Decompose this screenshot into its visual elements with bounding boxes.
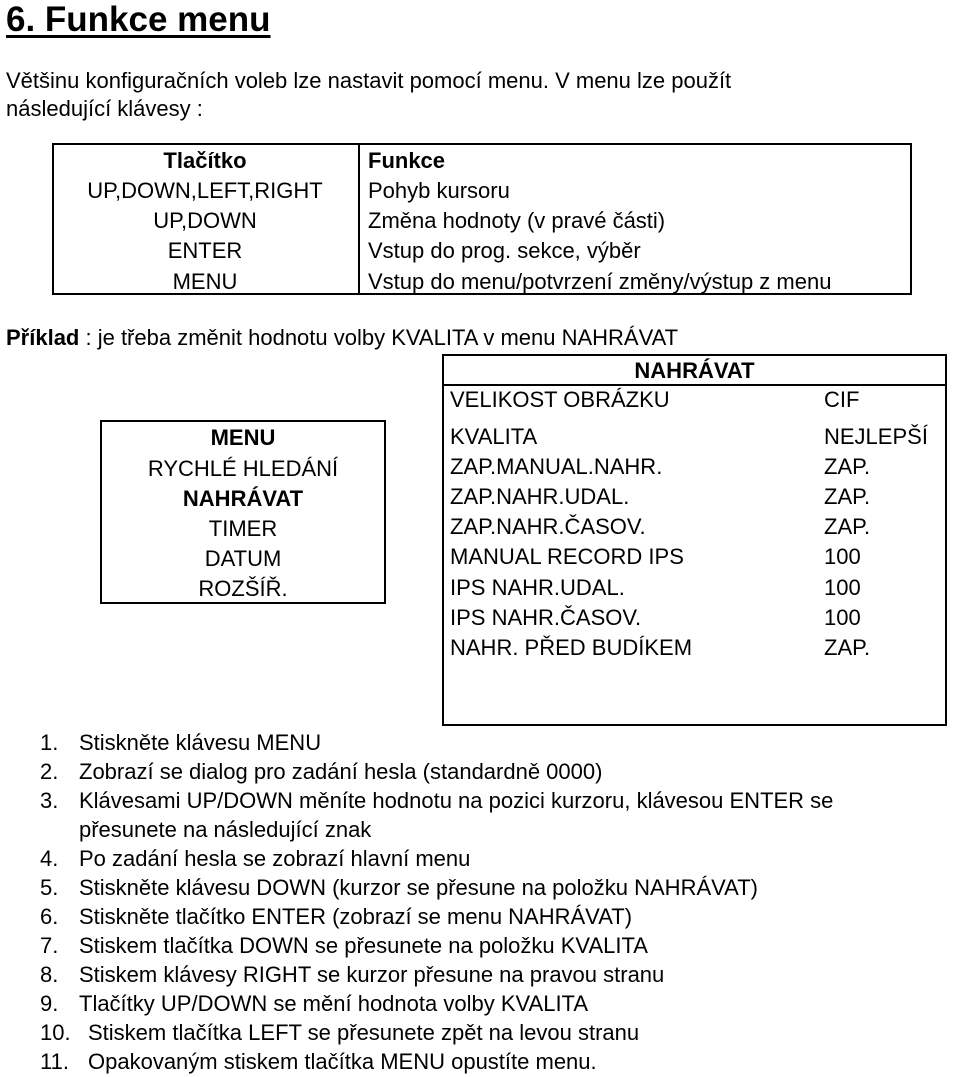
record-menu-value: ZAP. (824, 484, 871, 509)
record-menu-item: ZAP.NAHR.UDAL. (450, 484, 630, 509)
record-menu-value: 100 (824, 575, 861, 600)
record-menu-value: 100 (824, 605, 861, 630)
record-menu-item: KVALITA (450, 424, 538, 449)
step-number: 1. (40, 730, 59, 755)
step-number: 2. (40, 759, 59, 784)
step-number: 7. (40, 933, 59, 958)
main-menu-title: MENU (210, 425, 276, 450)
step-number: 5. (40, 875, 59, 900)
table-row-key: MENU (172, 269, 238, 294)
step-text: Stiskem tlačítka LEFT se přesunete zpět na levou stranu (88, 1020, 640, 1045)
record-menu-item: VELIKOST OBRÁZKU (450, 387, 670, 412)
table-row-function: Vstup do prog. sekce, výběr (368, 238, 641, 263)
main-menu-item: DATUM (204, 546, 282, 571)
table-header-key: Tlačítko (163, 148, 247, 173)
step-number: 3. (40, 788, 59, 813)
record-menu-divider (444, 384, 945, 386)
step-number: 8. (40, 962, 59, 987)
table-row-key: ENTER (167, 238, 243, 263)
table-row-function: Pohyb kursoru (368, 178, 510, 203)
step-text: Stiskněte klávesu DOWN (kurzor se přesune na položku NAHRÁVAT) (79, 875, 758, 900)
table-row-key: UP,DOWN,LEFT,RIGHT (87, 178, 323, 203)
record-menu-value: ZAP. (824, 514, 871, 539)
step-text: Stiskněte tlačítko ENTER (zobrazí se menu NAHRÁVAT) (79, 904, 633, 929)
step-text: Stiskem tlačítka DOWN se přesunete na položku KVALITA (79, 933, 648, 958)
step-text: Opakovaným stiskem tlačítka MENU opustíte menu. (88, 1049, 597, 1074)
step-number: 11. (40, 1049, 69, 1074)
main-menu-item: RYCHLÉ HLEDÁNÍ (147, 456, 339, 481)
step-text: Stiskněte klávesu MENU (79, 730, 322, 755)
table-header-function: Funkce (368, 148, 446, 173)
record-menu-value: ZAP. (824, 454, 871, 479)
step-text: Po zadání hesla se zobrazí hlavní menu (79, 846, 471, 871)
record-menu-value: NEJLEPŠÍ (824, 424, 928, 449)
record-menu-item: NAHR. PŘED BUDÍKEM (450, 635, 693, 660)
step-text: Stiskem klávesy RIGHT se kurzor přesune na pravou stranu (79, 962, 665, 987)
table-row-key: UP,DOWN (153, 208, 257, 233)
step-number: 9. (40, 991, 59, 1016)
record-menu-item: ZAP.MANUAL.NAHR. (450, 454, 663, 479)
step-text: Klávesami UP/DOWN měníte hodnotu na pozici kurzoru, klávesou ENTER se (79, 788, 834, 813)
record-menu-value: CIF (824, 387, 860, 412)
record-menu-item: MANUAL RECORD IPS (450, 544, 684, 569)
keys-table (52, 143, 912, 295)
step-text: Tlačítky UP/DOWN se mění hodnota volby KVALITA (79, 991, 589, 1016)
example-label: Příklad (6, 325, 80, 350)
record-menu-value: 100 (824, 544, 861, 569)
main-menu-item: TIMER (208, 516, 278, 541)
example-text: : je třeba změnit hodnotu volby KVALITA v menu NAHRÁVAT (79, 325, 679, 350)
example-line (6, 327, 678, 349)
record-menu-item: IPS NAHR.ČASOV. (450, 605, 642, 630)
main-menu-box (100, 420, 386, 604)
intro-line-2: následující klávesy : (6, 96, 203, 121)
step-number: 6. (40, 904, 59, 929)
table-row-function: Změna hodnoty (v pravé části) (368, 208, 666, 233)
page-title: 6. Funkce menu (6, 0, 271, 39)
record-menu-item: IPS NAHR.UDAL. (450, 575, 625, 600)
record-menu-item: ZAP.NAHR.ČASOV. (450, 514, 646, 539)
record-menu-value: ZAP. (824, 635, 871, 660)
step-text: Zobrazí se dialog pro zadání hesla (standardně 0000) (79, 759, 603, 784)
record-menu-title: NAHRÁVAT (634, 358, 755, 383)
step-number: 4. (40, 846, 59, 871)
main-menu-item: NAHRÁVAT (182, 486, 304, 511)
step-text-continuation: přesunete na následující znak (79, 817, 372, 842)
intro-line-1: Většinu konfiguračních voleb lze nastavit pomocí menu. V menu lze použít (6, 68, 732, 93)
main-menu-item: ROZŠÍŘ. (198, 576, 288, 601)
step-number: 10. (40, 1020, 71, 1045)
table-divider (358, 145, 360, 293)
table-row-function: Vstup do menu/potvrzení změny/výstup z menu (368, 269, 832, 294)
